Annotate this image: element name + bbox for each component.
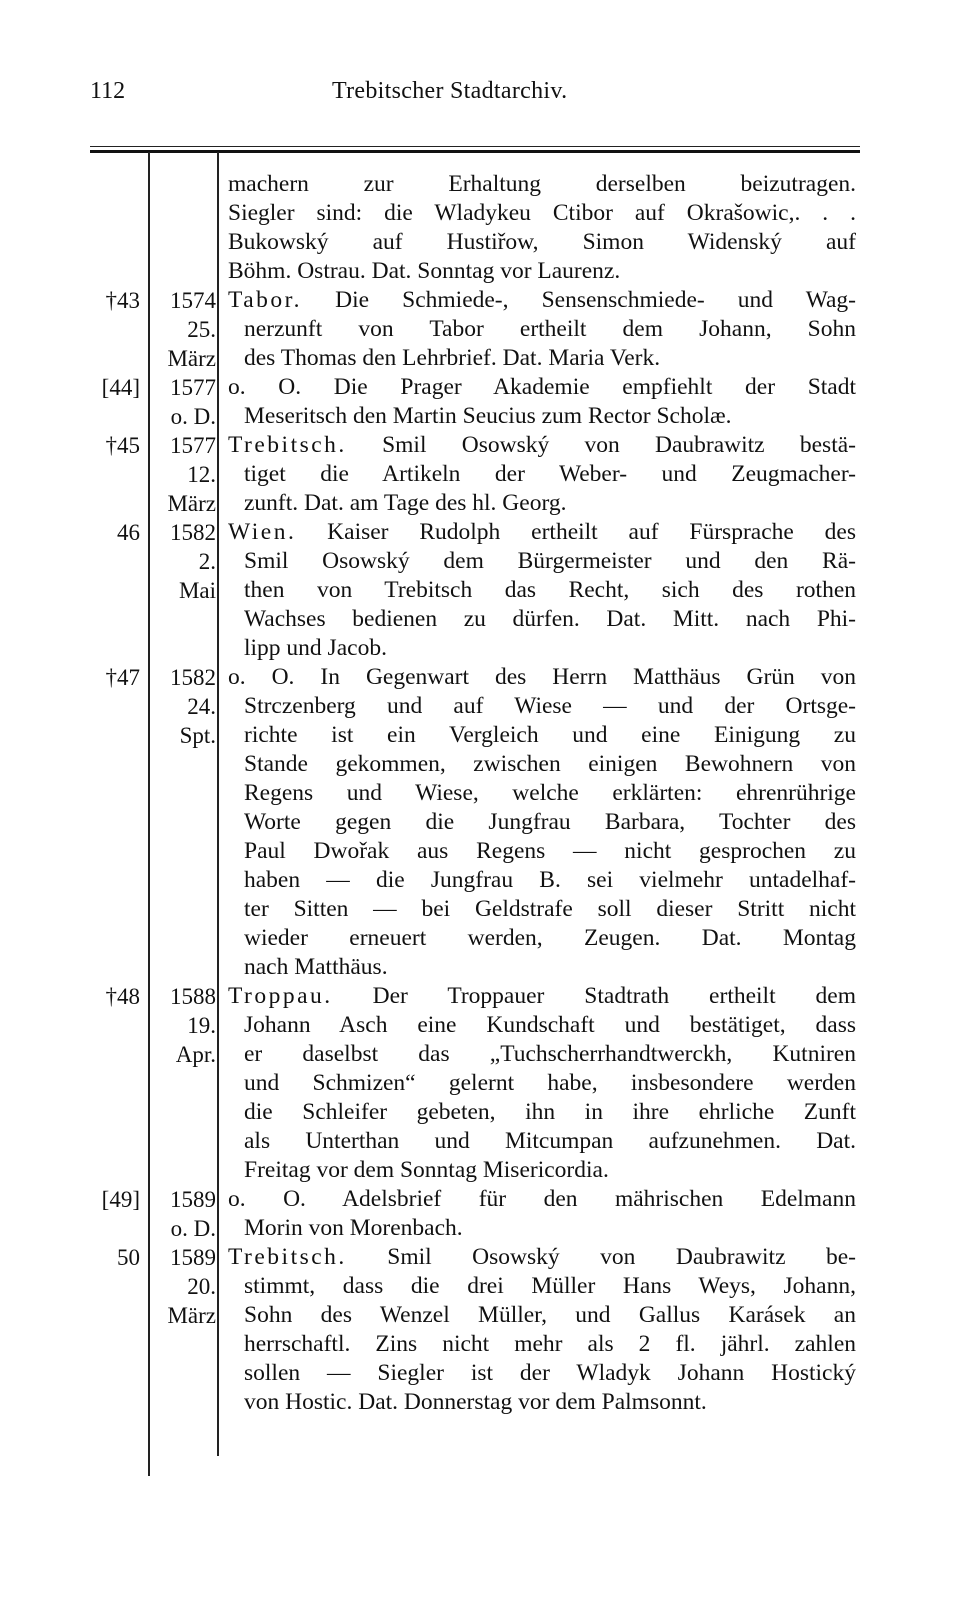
entry-text-line: Böhm. Ostrau. Dat. Sonntag vor Laurenz. xyxy=(228,258,621,284)
register-entry xyxy=(0,518,960,663)
entry-date-line: 19. xyxy=(187,1013,216,1038)
entry-text-line: herrschaftl. Zins nicht mehr als 2 fl. jährl. zahlen xyxy=(244,1331,856,1357)
entry-text-line: von Hostic. Dat. Donnerstag vor dem Palmsonnt. xyxy=(244,1389,707,1415)
entry-date-line: 24. xyxy=(187,694,216,719)
entry-date-line: März xyxy=(167,491,216,516)
entry-text xyxy=(228,431,856,518)
entry-number: [49] xyxy=(101,1187,140,1212)
entry-text-line: Siegler sind: die Wladykeu Ctibor auf Okrašowic,. . . xyxy=(228,200,856,226)
header-rule-thick xyxy=(90,150,860,153)
entry-text xyxy=(228,286,856,373)
entry-text-line: o. O. Adelsbrief für den mährischen Edelmann xyxy=(228,1186,856,1212)
entry-text-line: haben — die Jungfrau B. sei vielmehr untadelhaf- xyxy=(244,867,856,893)
entry-date-line: 25. xyxy=(187,317,216,342)
entry-date-line: 2. xyxy=(198,549,216,574)
entry-text xyxy=(228,1185,856,1243)
running-title: Trebitscher Stadtarchiv. xyxy=(332,78,568,104)
entry-place: Tabor. xyxy=(228,287,303,313)
entry-date-line: März xyxy=(167,346,216,371)
page-number: 112 xyxy=(90,78,126,104)
entry-text-line: Johann Asch eine Kundschaft und bestätiget, dass xyxy=(244,1012,856,1038)
entry-text-line: Tabor. Die Schmiede-, Sensenschmiede- und Wag- xyxy=(228,287,856,313)
entry-date xyxy=(152,286,216,373)
entry-date xyxy=(152,982,216,1069)
entry-place: Trebitsch. xyxy=(228,1244,347,1270)
entry-text-line: stimmt, dass die drei Müller Hans Weys, Johann, xyxy=(244,1273,856,1299)
entry-text-line: o. O. In Gegenwart des Herrn Matthäus Grün von xyxy=(228,664,856,690)
entry-number: [44] xyxy=(101,375,140,400)
entry-text-line: zunft. Dat. am Tage des hl. Georg. xyxy=(244,490,567,516)
entry-text-line: Meseritsch den Martin Seucius zum Rector Scholæ. xyxy=(244,403,732,429)
entry-text-line: Trebitsch. Smil Osowský von Daubrawitz be- xyxy=(228,1244,856,1270)
entry-number: †45 xyxy=(105,433,140,458)
entry-date-line: 12. xyxy=(187,462,216,487)
entry-text-line: er daselbst das „Tuchscherrhandtwerckh, Kutniren xyxy=(244,1041,856,1067)
header-rule-thin xyxy=(90,146,860,147)
entry-number: 46 xyxy=(117,520,140,545)
entry-text-line: Trebitsch. Smil Osowský von Daubrawitz bestä- xyxy=(228,432,856,458)
entry-date-line: 1577 xyxy=(170,375,216,400)
entry-text xyxy=(228,1243,856,1417)
entry-text-line: Smil Osowský dem Bürgermeister und den Rä- xyxy=(244,548,856,574)
register-entry xyxy=(0,1185,960,1243)
entry-text-line: Strczenberg und auf Wiese — und der Ortsge- xyxy=(244,693,856,719)
register-entry xyxy=(0,373,960,431)
entry-date-line: 1588 xyxy=(170,984,216,1009)
entry-date-line: Mai xyxy=(178,578,216,603)
register-entries xyxy=(0,170,960,1417)
entry-place: Troppau. xyxy=(228,983,333,1009)
entry-date-line: 1577 xyxy=(170,433,216,458)
page-header xyxy=(90,78,860,118)
entry-date-line: 1589 xyxy=(170,1245,216,1270)
entry-text-line: Freitag vor dem Sonntag Misericordia. xyxy=(244,1157,609,1183)
entry-date xyxy=(152,1185,216,1243)
entry-text-line: richte ist ein Vergleich und eine Einigung zu xyxy=(244,722,856,748)
entry-date-line: Apr. xyxy=(175,1042,216,1067)
entry-date-line: 1582 xyxy=(170,665,216,690)
entry-text-line: Paul Dwořak aus Regens — nicht gesprochen zu xyxy=(244,838,856,864)
entry-text xyxy=(228,518,856,663)
entry-date-line: 20. xyxy=(187,1274,216,1299)
entry-date xyxy=(152,431,216,518)
entry-text-line: sollen — Siegler ist der Wladyk Johann Hostický xyxy=(244,1360,856,1386)
entry-number: †47 xyxy=(105,665,140,690)
entry-text-line: tiget die Artikeln der Weber- und Zeugmacher- xyxy=(244,461,856,487)
entry-date xyxy=(152,373,216,431)
entry-date-line: o. D. xyxy=(170,404,216,429)
entry-text xyxy=(228,982,856,1185)
entry-date-line: 1589 xyxy=(170,1187,216,1212)
entry-text-line: Stande gekommen, zwischen einigen Bewohnern von xyxy=(244,751,856,777)
entry-text-line: then von Trebitsch das Recht, sich des rothen xyxy=(244,577,856,603)
entry-text-line: wieder erneuert werden, Zeugen. Dat. Montag xyxy=(244,925,856,951)
entry-date-line: Spt. xyxy=(179,723,216,748)
entry-text-line: Morin von Morenbach. xyxy=(244,1215,463,1241)
entry-place: Trebitsch. xyxy=(228,432,347,458)
entry-text-line: nerzunft von Tabor ertheilt dem Johann, Sohn xyxy=(244,316,856,342)
entry-text-line: Troppau. Der Troppauer Stadtrath ertheilt dem xyxy=(228,983,856,1009)
entry-number: †43 xyxy=(105,288,140,313)
entry-text-line: die Schleifer gebeten, ihn in ihre ehrliche Zunft xyxy=(244,1099,856,1125)
entry-text-line: des Thomas den Lehrbrief. Dat. Maria Verk. xyxy=(244,345,661,371)
entry-text xyxy=(228,170,856,286)
entry-text-line: machern zur Erhaltung derselben beizutragen. xyxy=(228,171,856,197)
entry-text-line: als Unterthan und Mitcumpan aufzunehmen. Dat. xyxy=(244,1128,856,1154)
entry-date-line: 1582 xyxy=(170,520,216,545)
entry-text-line: Regens und Wiese, welche erklärten: ehrenrührige xyxy=(244,780,856,806)
register-entry xyxy=(0,170,960,286)
register-entry xyxy=(0,1243,960,1417)
entry-place: Wien. xyxy=(228,519,297,545)
register-entry xyxy=(0,663,960,982)
entry-date xyxy=(152,663,216,750)
entry-text xyxy=(228,373,856,431)
entry-number: 50 xyxy=(117,1245,140,1270)
entry-text-line: und Schmizen“ gelernt habe, insbesondere werden xyxy=(244,1070,856,1096)
entry-text xyxy=(228,663,856,982)
entry-text-line: o. O. Die Prager Akademie empfiehlt der Stadt xyxy=(228,374,856,400)
entry-text-line: ter Sitten — bei Geldstrafe soll dieser Stritt nicht xyxy=(244,896,856,922)
register-entry xyxy=(0,982,960,1185)
entry-date-line: 1574 xyxy=(170,288,216,313)
entry-text-line: Wachses bedienen zu dürfen. Dat. Mitt. nach Phi- xyxy=(244,606,856,632)
entry-date-line: o. D. xyxy=(170,1216,216,1241)
entry-text-line: Wien. Kaiser Rudolph ertheilt auf Fürsprache des xyxy=(228,519,856,545)
entry-text-line: nach Matthäus. xyxy=(244,954,388,980)
entry-text-line: lipp und Jacob. xyxy=(244,635,387,661)
entry-date xyxy=(152,1243,216,1330)
register-entry xyxy=(0,286,960,373)
register-entry xyxy=(0,431,960,518)
entry-text-line: Worte gegen die Jungfrau Barbara, Tochter des xyxy=(244,809,856,835)
entry-date-line: März xyxy=(167,1303,216,1328)
entry-text-line: Bukowský auf Hustiřow, Simon Widenský auf xyxy=(228,229,856,255)
entry-date xyxy=(152,518,216,605)
entry-number: †48 xyxy=(105,984,140,1009)
entry-text-line: Sohn des Wenzel Müller, und Gallus Karásek an xyxy=(244,1302,856,1328)
